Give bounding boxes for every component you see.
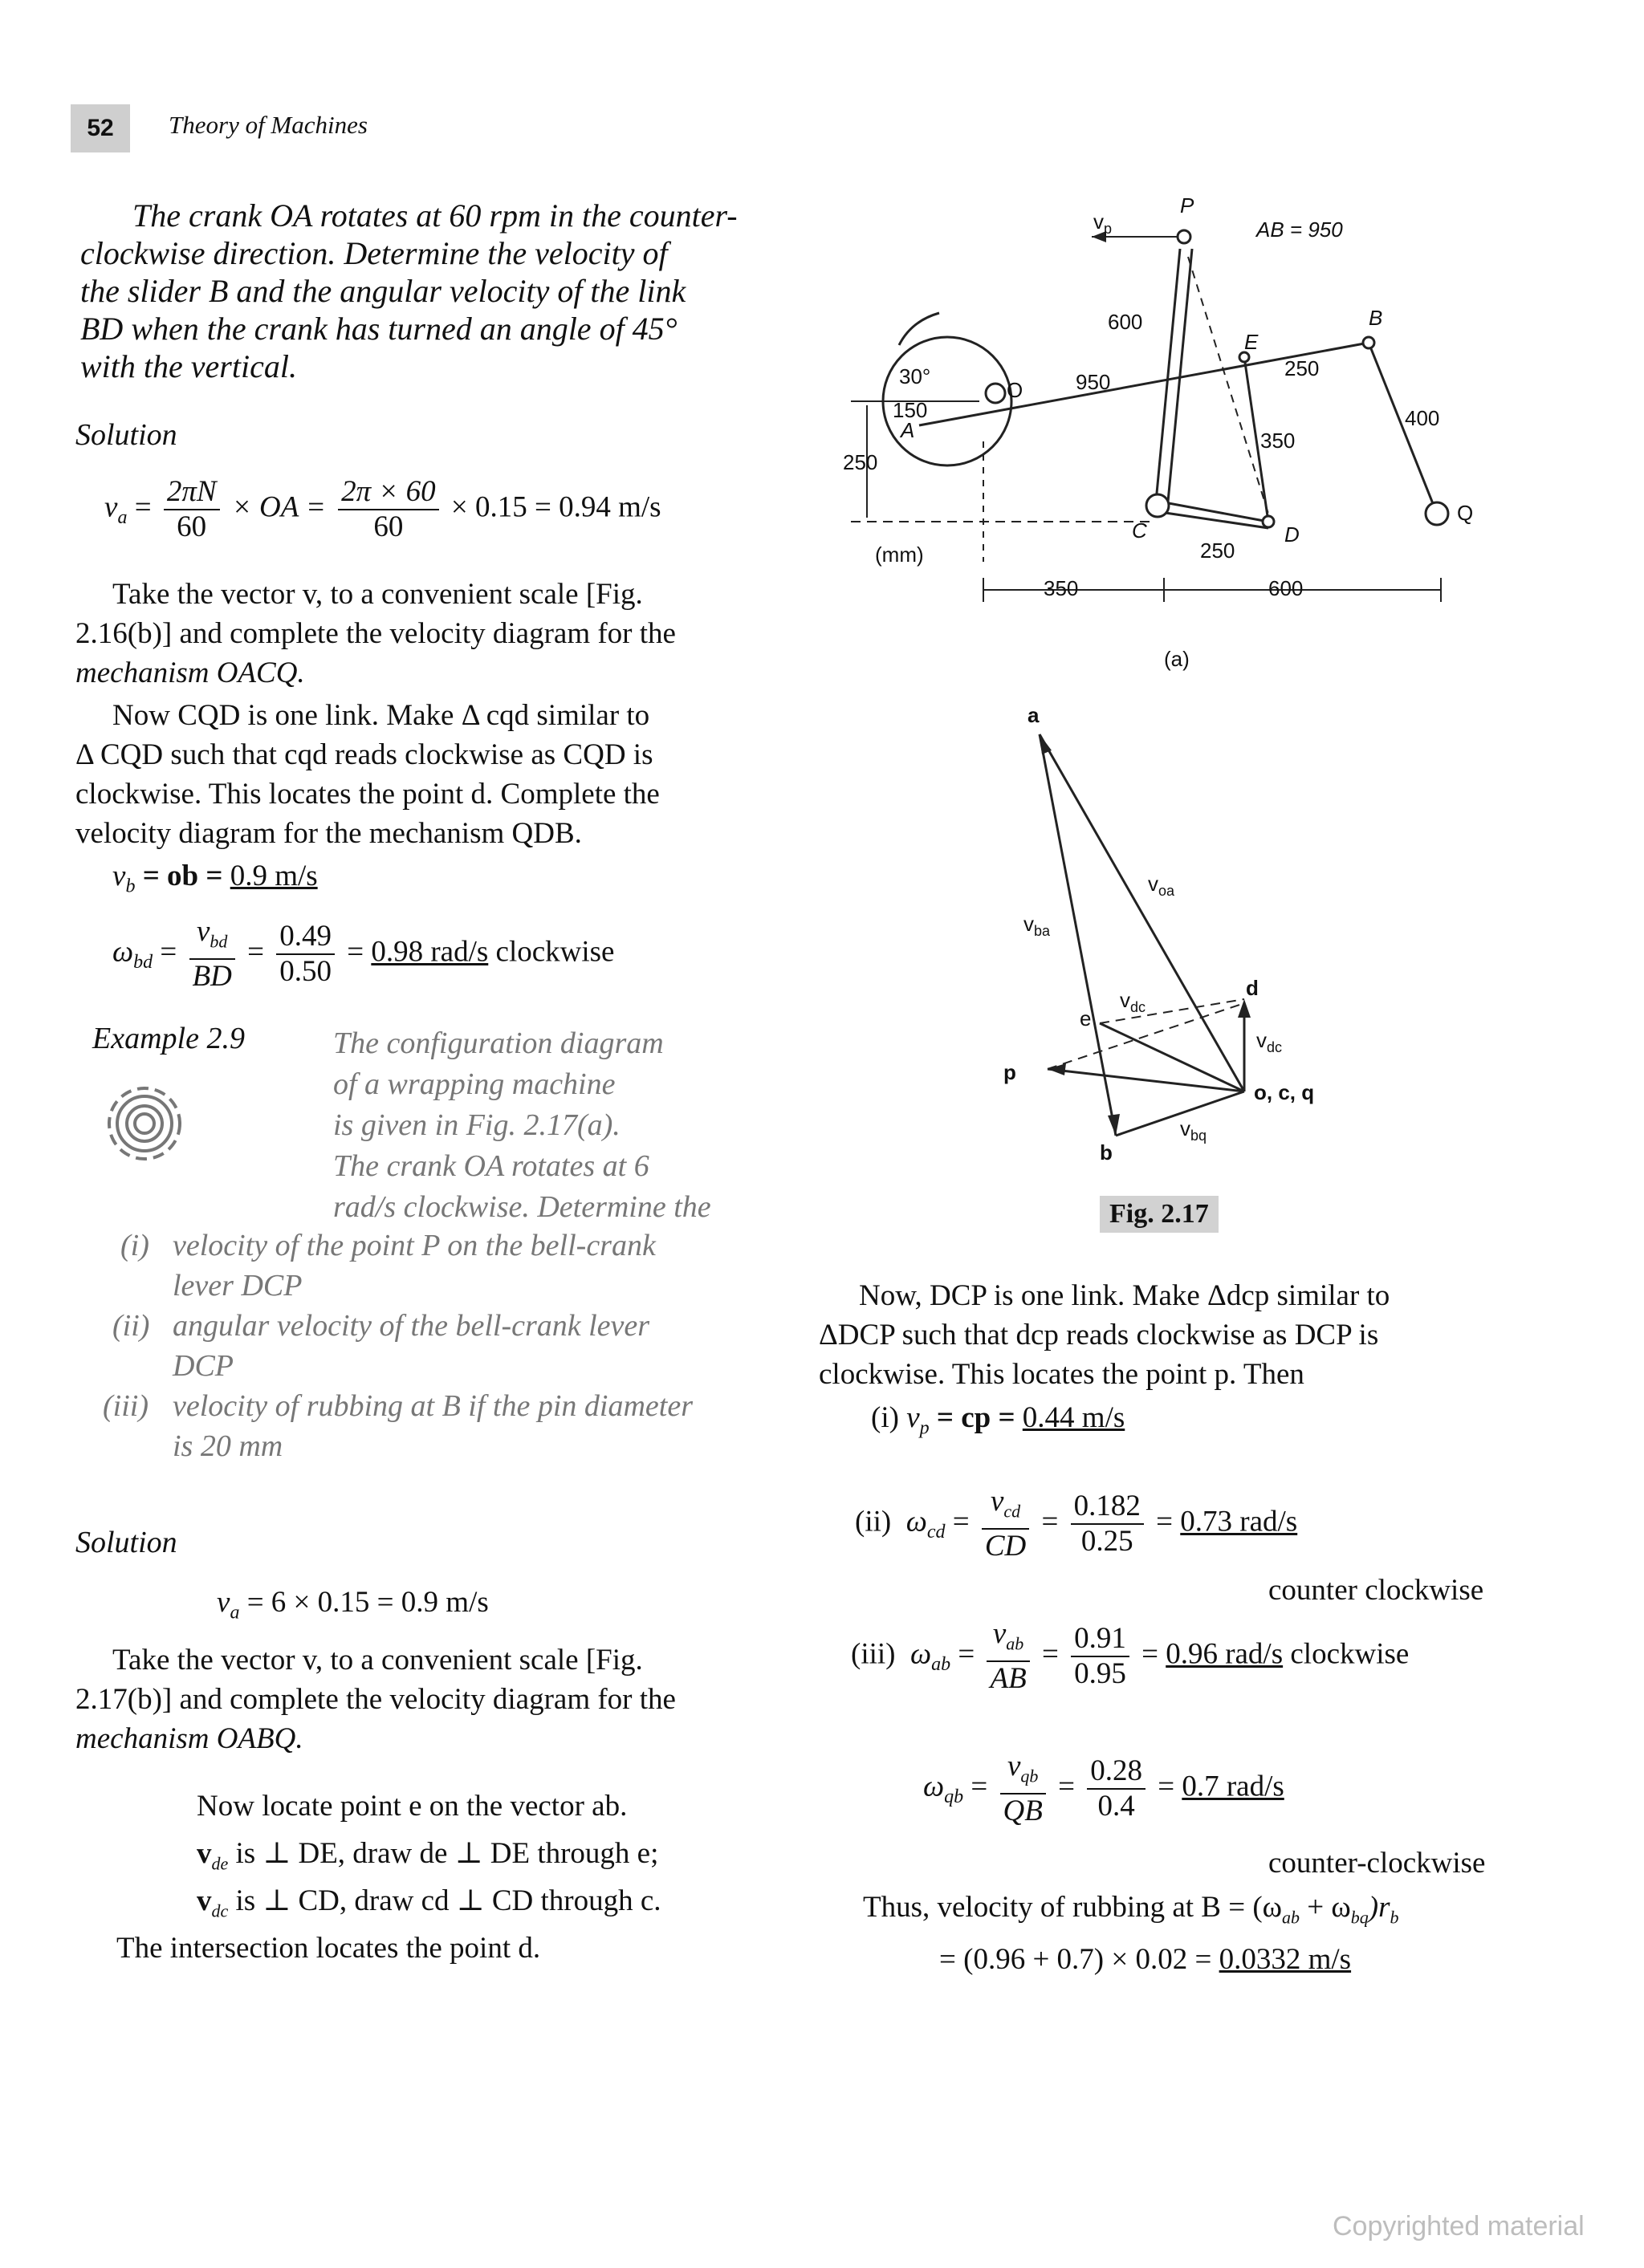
svg-text:600: 600 [1108,310,1143,334]
right-para-line2: ΔDCP such that dcp reads clockwise as DCP is [819,1319,1379,1351]
item-ii-num: (ii) [112,1309,150,1343]
item-iii-text2: is 20 mm [173,1429,283,1463]
svg-text:400: 400 [1405,406,1440,430]
para2-line2: Δ CQD such that cqd reads clockwise as CQD is [75,738,653,771]
item-i-num: (i) [120,1229,149,1262]
svg-text:250: 250 [1200,539,1235,563]
step-4: The intersection locates the point d. [116,1932,541,1965]
equation-vb: $v_b$ = ob = 0.9 m/s [112,860,318,897]
step-2: $v_{de}$ is ⊥ DE, draw de ⊥ DE through e; [197,1837,659,1874]
rubbing-velocity-line1: Thus, velocity of rubbing at $B = (\omega_{ab} + \omega_{bq})r_b$ [863,1891,1399,1928]
equation-va: $v_a$ = $\frac{2\pi N}{60}$ × OA = $\frac{2\pi \times 60}{60}$ × 0.15 = 0.94 m/s [104,475,661,543]
result-ii: (ii) $\omega_{cd}$ = $\frac{v_{cd}}{CD}$ = $\frac{0.182}{0.25}$ = 0.73 rad/s [855,1485,1298,1563]
problem-line-3: the slider B and the angular velocity of the link [80,273,686,309]
para3-line3: mechanism OABQ. [75,1722,303,1755]
problem-line-1: The crank OA rotates at 60 rpm in the counter- [132,197,738,234]
svg-text:(mm): (mm) [875,543,924,567]
para2-line3: clockwise. This locates the point d. Complete the [75,778,660,811]
svg-text:B: B [1369,306,1383,330]
svg-text:D: D [1284,522,1300,547]
right-para-line1: Now, DCP is one link. Make Δdcp similar to [859,1279,1390,1312]
figure-2-17a-configuration [835,185,1573,698]
svg-text:350: 350 [1044,576,1079,600]
step-1: Now locate point e on the vector ab. [197,1790,628,1823]
right-para-line3: clockwise. This locates the point p. Then [819,1358,1304,1391]
page-number: 52 [71,104,130,152]
result-i: (i) $v_p$ = cp = 0.44 m/s [871,1401,1125,1439]
item-ii-text: angular velocity of the bell-crank lever [173,1309,650,1343]
problem-line-2: clockwise direction. Determine the velocity of [80,235,668,271]
svg-text:vba: $v_{ba}$ [1023,912,1051,939]
item-ii-text2: DCP [173,1349,234,1383]
para1-line2: 2.16(b)] and complete the velocity diagram for the [75,617,676,650]
svg-text:o, c, q: o, c, q [1254,1080,1315,1104]
rotation-arrow [899,313,939,345]
svg-text:O: O [1007,378,1023,402]
solution-heading-2: Solution [75,1526,177,1559]
link-ab [919,343,1369,425]
svg-text:vp: $v_p$ [1093,209,1113,237]
svg-text:E: E [1244,330,1259,354]
example-text-5: rad/s clockwise. Determine the [333,1190,711,1224]
running-head: Theory of Machines [169,111,368,139]
example-text-3: is given in Fig. 2.17(a). [333,1108,621,1142]
problem-line-4: BD when the crank has turned an angle of 45° [80,311,678,347]
svg-text:b: b [1100,1140,1113,1164]
figure-2-17b-velocity-diagram [995,698,1365,1172]
svg-text:250: 250 [1284,356,1320,380]
svg-text:250: 250 [843,450,878,474]
para1-line3: mechanism OACQ. [75,656,305,689]
item-iii-num: (iii) [103,1389,149,1423]
svg-text:C: C [1132,518,1147,543]
rubbing-velocity-line2: = (0.96 + 0.7) × 0.02 = 0.0332 m/s [939,1943,1352,1976]
result-omega-qb-direction: counter-clockwise [1268,1847,1486,1880]
svg-text:150: 150 [893,398,928,422]
svg-text:950: 950 [1076,370,1111,394]
example-text-1: The configuration diagram [333,1026,664,1060]
lever-cp [1156,249,1180,502]
example-text-2: of a wrapping machine [333,1067,616,1101]
solution-heading-1: Solution [75,418,177,452]
result-ii-direction: counter clockwise [1268,1574,1484,1607]
link-cd [1160,502,1268,522]
example-label: Example 2.9 [92,1022,245,1055]
svg-text:a: a [1028,703,1040,727]
svg-text:voa: $v_{oa}$ [1148,872,1175,899]
equation-va-2: $v_a = 6 \times 0.15 = 0.9$ m/s [217,1586,489,1624]
svg-text:p: p [1003,1060,1016,1084]
equation-omega-bd: $\omega_{bd}$ = $\frac{v_{bd}}{BD}$ = $\frac{0.49}{0.50}$ = 0.98 rad/s clockwise [112,915,615,994]
item-i-text2: lever DCP [173,1269,303,1303]
svg-text:P: P [1180,193,1194,217]
item-i-text: velocity of the point P on the bell-crank [173,1229,656,1262]
para3-line2: 2.17(b)] and complete the velocity diagram for the [75,1683,676,1716]
svg-text:350: 350 [1260,429,1296,453]
gear-icon [88,1067,201,1180]
svg-text:vbq: $v_{bq}$ [1180,1116,1207,1144]
example-text-4: The crank OA rotates at 6 [333,1149,649,1183]
svg-text:AB = 950: AB = 950 [1256,217,1343,242]
svg-text:vdc: $v_{dc}$ [1256,1028,1283,1055]
step-3: $v_{dc}$ is ⊥ CD, draw cd ⊥ CD through c. [197,1884,661,1921]
svg-text:d: d [1246,976,1259,1000]
svg-text:A: A [901,418,915,442]
result-omega-qb: $\omega_{qb}$ = $\frac{v_{qb}}{QB}$ = $\frac{0.28}{0.4}$ = 0.7 rad/s [923,1750,1284,1828]
problem-line-5: with the vertical. [80,348,297,384]
para1-line1: Take the vector v, to a convenient scale [Fig. [112,578,643,611]
copyright-watermark: Copyrighted material [1333,2211,1585,2242]
figure-caption: Fig. 2.17 [1100,1196,1219,1233]
item-iii-text: velocity of rubbing at B if the pin diameter [173,1389,693,1423]
svg-text:(a): (a) [1164,647,1190,671]
result-iii: (iii) $\omega_{ab}$ = $\frac{v_{ab}}{AB}$ = $\frac{0.91}{0.95}$ = 0.96 rad/s clockwise [851,1617,1410,1696]
svg-text:e: e [1080,1006,1092,1030]
svg-text:600: 600 [1268,576,1304,600]
para3-line1: Take the vector v, to a convenient scale [Fig. [112,1644,643,1677]
para2-line4: velocity diagram for the mechanism QDB. [75,817,582,850]
para2-line1: Now CQD is one link. Make Δ cqd similar to [112,699,650,732]
vector-de [1100,1023,1244,1091]
svg-text:vdc: $v_{dc}$ [1120,988,1146,1015]
svg-text:30°: 30° [899,364,931,388]
vector-pc [1048,1069,1244,1091]
svg-text:Q: Q [1457,501,1474,525]
